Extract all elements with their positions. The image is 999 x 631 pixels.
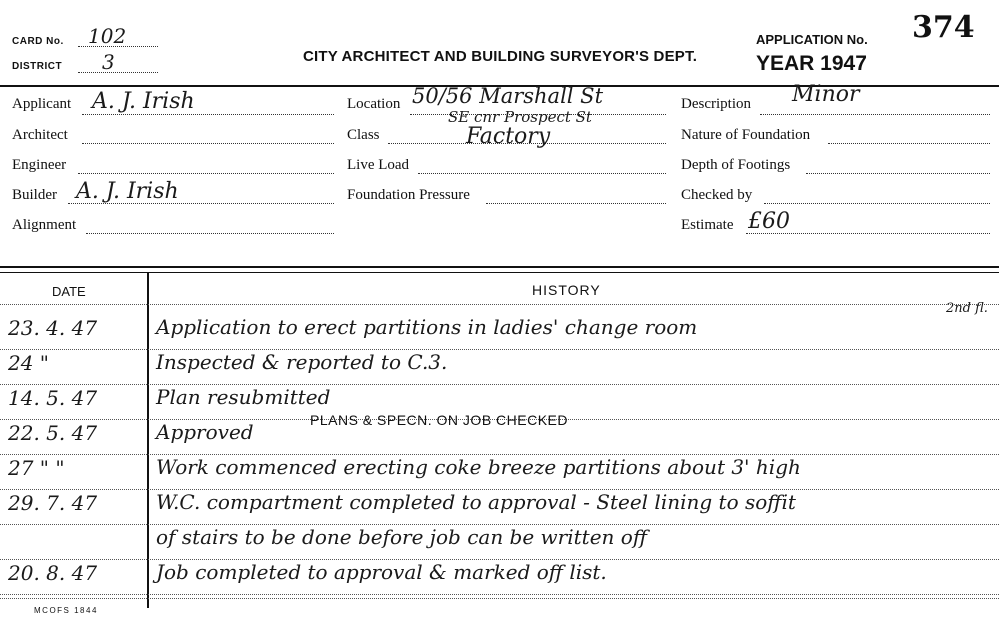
- row-date: 24 ": [8, 351, 50, 375]
- dept-title: CITY ARCHITECT AND BUILDING SURVEYOR'S DEPT.: [303, 48, 698, 65]
- application-no-label: APPLICATION No.: [756, 32, 868, 47]
- foundation-pressure-line: [486, 203, 666, 204]
- row-date: 22. 5. 47: [8, 421, 98, 445]
- district-line: [78, 72, 158, 73]
- table-header-rule: [0, 304, 999, 305]
- location-value-2: SE cnr Prospect St: [448, 108, 592, 126]
- table-top-border: [0, 266, 999, 268]
- table-row: [0, 490, 999, 525]
- row-history-text: Work commenced erecting coke breeze partitions about 3' high: [156, 455, 801, 479]
- row-history-text: of stairs to be done before job can be written off: [156, 525, 647, 549]
- row-history-text: W.C. compartment completed to approval - Steel lining to soffit: [156, 490, 796, 514]
- engineer-line: [78, 173, 334, 174]
- table-row: [0, 525, 999, 560]
- row-date: 23. 4. 47: [8, 316, 98, 340]
- row-history-text: Application to erect partitions in ladies' change room: [156, 315, 698, 339]
- row-note: 2nd fl.: [946, 301, 988, 316]
- table-row: [0, 350, 999, 385]
- row-history-text: Plan resubmitted: [156, 385, 331, 409]
- table-top-border-inner: [0, 272, 999, 273]
- builder-label: Builder: [12, 187, 57, 203]
- table-bottom-rule: [0, 598, 999, 599]
- estimate-label: Estimate: [681, 217, 734, 233]
- description-label: Description: [681, 96, 751, 112]
- row-history-text: Approved: [156, 420, 254, 444]
- depth-of-footings-label: Depth of Footings: [681, 157, 791, 173]
- row-history-text: Job completed to approval & marked off list.: [156, 560, 607, 584]
- foundation-pressure-label: Foundation Pressure: [347, 187, 470, 203]
- checked-by-line: [764, 203, 990, 204]
- alignment-line: [86, 233, 334, 234]
- form-code: MCOFS 1844: [34, 606, 98, 615]
- table-row: [0, 412, 999, 455]
- location-value: 50/56 Marshall St: [412, 84, 604, 108]
- application-no-value: 374: [912, 10, 975, 45]
- date-header: DATE: [52, 284, 86, 299]
- district-label: DISTRICT: [12, 61, 63, 72]
- card-no-line: [78, 46, 158, 47]
- applicant-value: A. J. Irish: [92, 89, 195, 114]
- year-label: YEAR 1947: [756, 52, 867, 75]
- table-row: [0, 301, 999, 350]
- applicant-label: Applicant: [12, 96, 72, 112]
- class-value: Factory: [466, 124, 551, 149]
- nature-of-foundation-line: [828, 143, 990, 144]
- district-value: 3: [102, 50, 115, 74]
- table-row: [0, 560, 999, 595]
- description-line: [760, 114, 990, 115]
- history-header: HISTORY: [532, 282, 601, 298]
- applicant-line: [82, 114, 334, 115]
- row-history-text: Inspected & reported to C.3.: [156, 350, 448, 374]
- live-load-label: Live Load: [347, 157, 410, 173]
- nature-of-foundation-label: Nature of Foundation: [681, 127, 811, 143]
- architect-label: Architect: [12, 127, 68, 143]
- builder-value: A. J. Irish: [76, 179, 179, 204]
- row-date: 14. 5. 47: [8, 386, 98, 410]
- depth-of-footings-line: [806, 173, 990, 174]
- alignment-label: Alignment: [12, 217, 77, 233]
- class-label: Class: [347, 127, 380, 143]
- table-row: [0, 455, 999, 490]
- engineer-label: Engineer: [12, 157, 67, 173]
- estimate-value: £60: [748, 209, 790, 234]
- live-load-line: [418, 173, 666, 174]
- card-no-value: 102: [88, 24, 127, 48]
- checked-by-label: Checked by: [681, 187, 753, 203]
- architect-line: [82, 143, 334, 144]
- row-rule: [0, 594, 999, 595]
- location-label: Location: [347, 96, 401, 112]
- row-date: 20. 8. 47: [8, 561, 98, 585]
- row-date: 29. 7. 47: [8, 491, 98, 515]
- row-stamp: PLANS & SPECN. ON JOB CHECKED: [310, 412, 569, 428]
- row-date: 27 " ": [8, 456, 65, 480]
- card-no-label: CARD No.: [12, 36, 64, 47]
- description-value: Minor: [792, 82, 860, 107]
